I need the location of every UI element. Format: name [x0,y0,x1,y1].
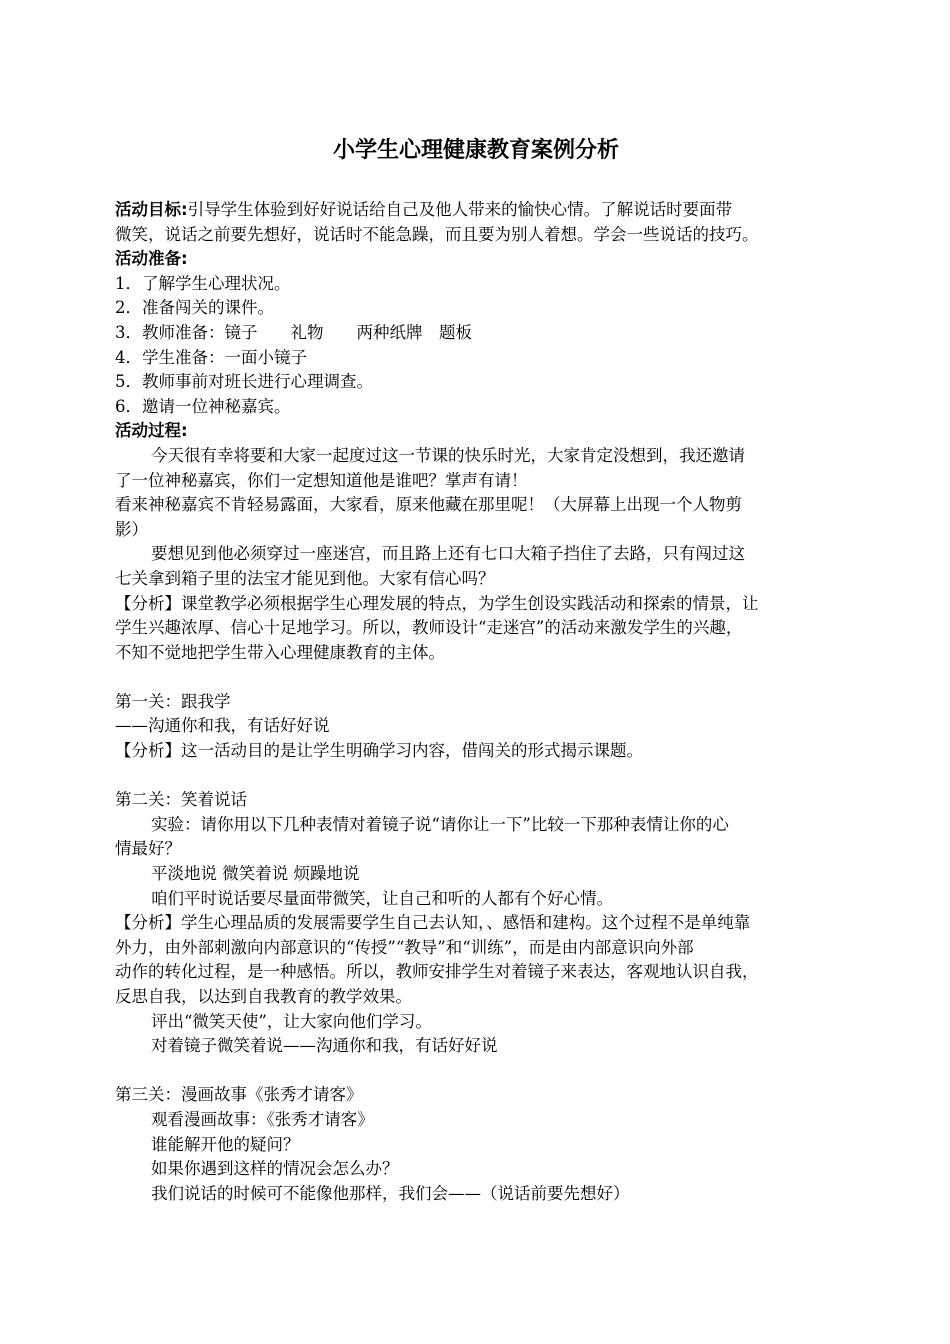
level-3-title: 第三关：漫画故事《张秀才请客》 [115,1085,363,1105]
level-2-experiment-line-1: 实验：请你用以下几种表情对着镜子说“请你让一下”比较一下那种表情让你的心 [151,814,729,834]
process-intro-line-3: 看来神秘嘉宾不肯轻易露面，大家看，原来他藏在那里呢！（大屏幕上出现一个人物剪 [115,495,742,515]
level-3-line-1: 观看漫画故事：《张秀才请客》 [151,1109,374,1129]
level-2-slogan: 对着镜子微笑着说——沟通你和我，有话好好说 [151,1036,498,1056]
level-3-line-2: 谁能解开他的疑问？ [151,1134,300,1154]
prep-item-3: 3．教师准备：镜子 礼物 两种纸牌 题板 [115,322,472,342]
level-2-analysis-line-3: 动作的转化过程，是一种感悟。所以，教师安排学生对着镜子来表达，客观地认识自我， [115,962,759,982]
goal-line-2: 微笑，说话之前要先想好，说话时不能急躁，而且要为别人着想。学会一些说话的技巧。 [115,224,759,244]
level-2-note: 咱们平时说话要尽量面带微笑，让自己和听的人都有个好心情。 [151,888,613,908]
spacer [115,764,837,789]
goal-text-1: 引导学生体验到好好说话给自己及他人带来的愉快心情。了解说话时要面带 [187,200,733,219]
spacer [115,1059,837,1084]
document-body [115,198,837,1206]
level-1-subtitle: ——沟通你和我，有话好好说 [115,716,330,736]
analysis-1-line-2: 学生兴趣浓厚、信心十足地学习。所以，教师设计“走迷宫”的活动来激发学生的兴趣， [115,618,743,638]
prep-item-4: 4．学生准备：一面小镜子 [115,347,307,367]
prep-item-5: 5．教师事前对班长进行心理调查。 [115,372,373,392]
level-3-line-4: 我们说话的时候可不能像他那样，我们会——（说话前要先想好） [151,1183,630,1203]
level-1-title: 第一关：跟我学 [115,691,231,711]
process-intro-line-5: 要想见到他必须穿过一座迷宫，而且路上还有七口大箱子挡住了去路，只有闯过这 [151,544,745,564]
process-label: 活动过程: [115,421,188,441]
level-2-award: 评出“微笑天使”，让大家向他们学习。 [151,1011,432,1031]
analysis-1-line-1: 【分析】课堂教学必须根据学生心理发展的特点，为学生创设实践活动和探索的情景，让 [115,593,759,613]
analysis-1-line-3: 不知不觉地把学生带入心理健康教育的主体。 [115,642,445,662]
level-2-title: 第二关：笑着说话 [115,790,247,810]
level-3-line-3: 如果你遇到这样的情况会怎么办？ [151,1159,399,1179]
level-2-analysis-line-1: 【分析】学生心理品质的发展需要学生自己去认知，、感悟和建构。这个过程不是单纯靠 [115,913,751,933]
level-2-analysis-line-2: 外力，由外部刺激向内部意识的“传授”“教导”和“训练”，而是由内部意识向外部 [115,937,694,957]
process-intro-line-1: 今天很有幸将要和大家一起度过这一节课的快乐时光，大家肯定没想到，我还邀请 [151,445,745,465]
process-intro-line-2: 了一位神秘嘉宾，你们一定想知道他是谁吧？掌声有请！ [115,470,528,490]
process-intro-line-4: 影） [115,519,148,539]
process-intro-line-6: 七关拿到箱子里的法宝才能见到他。大家有信心吗？ [115,568,495,588]
page-title: 小学生心理健康教育案例分析 [332,138,619,163]
spacer [115,665,837,690]
prep-label: 活动准备: [115,249,188,269]
level-2-analysis-line-4: 反思自我，以达到自我教育的教学效果。 [115,987,412,1006]
level-2-experiment-line-2: 情最好？ [115,839,181,859]
level-2-options: 平淡地说 微笑着说 烦躁地说 [151,864,360,884]
prep-item-1: 1．了解学生心理状况。 [115,273,291,293]
prep-item-6: 6．邀请一位神秘嘉宾。 [115,396,291,416]
goal-line-1 [115,198,837,223]
prep-item-2: 2．准备闯关的课件。 [115,298,274,318]
level-1-analysis: 【分析】这一活动目的是让学生明确学习内容，借闯关的形式揭示课题。 [115,741,643,761]
goal-label: 活动目标: [115,200,188,219]
